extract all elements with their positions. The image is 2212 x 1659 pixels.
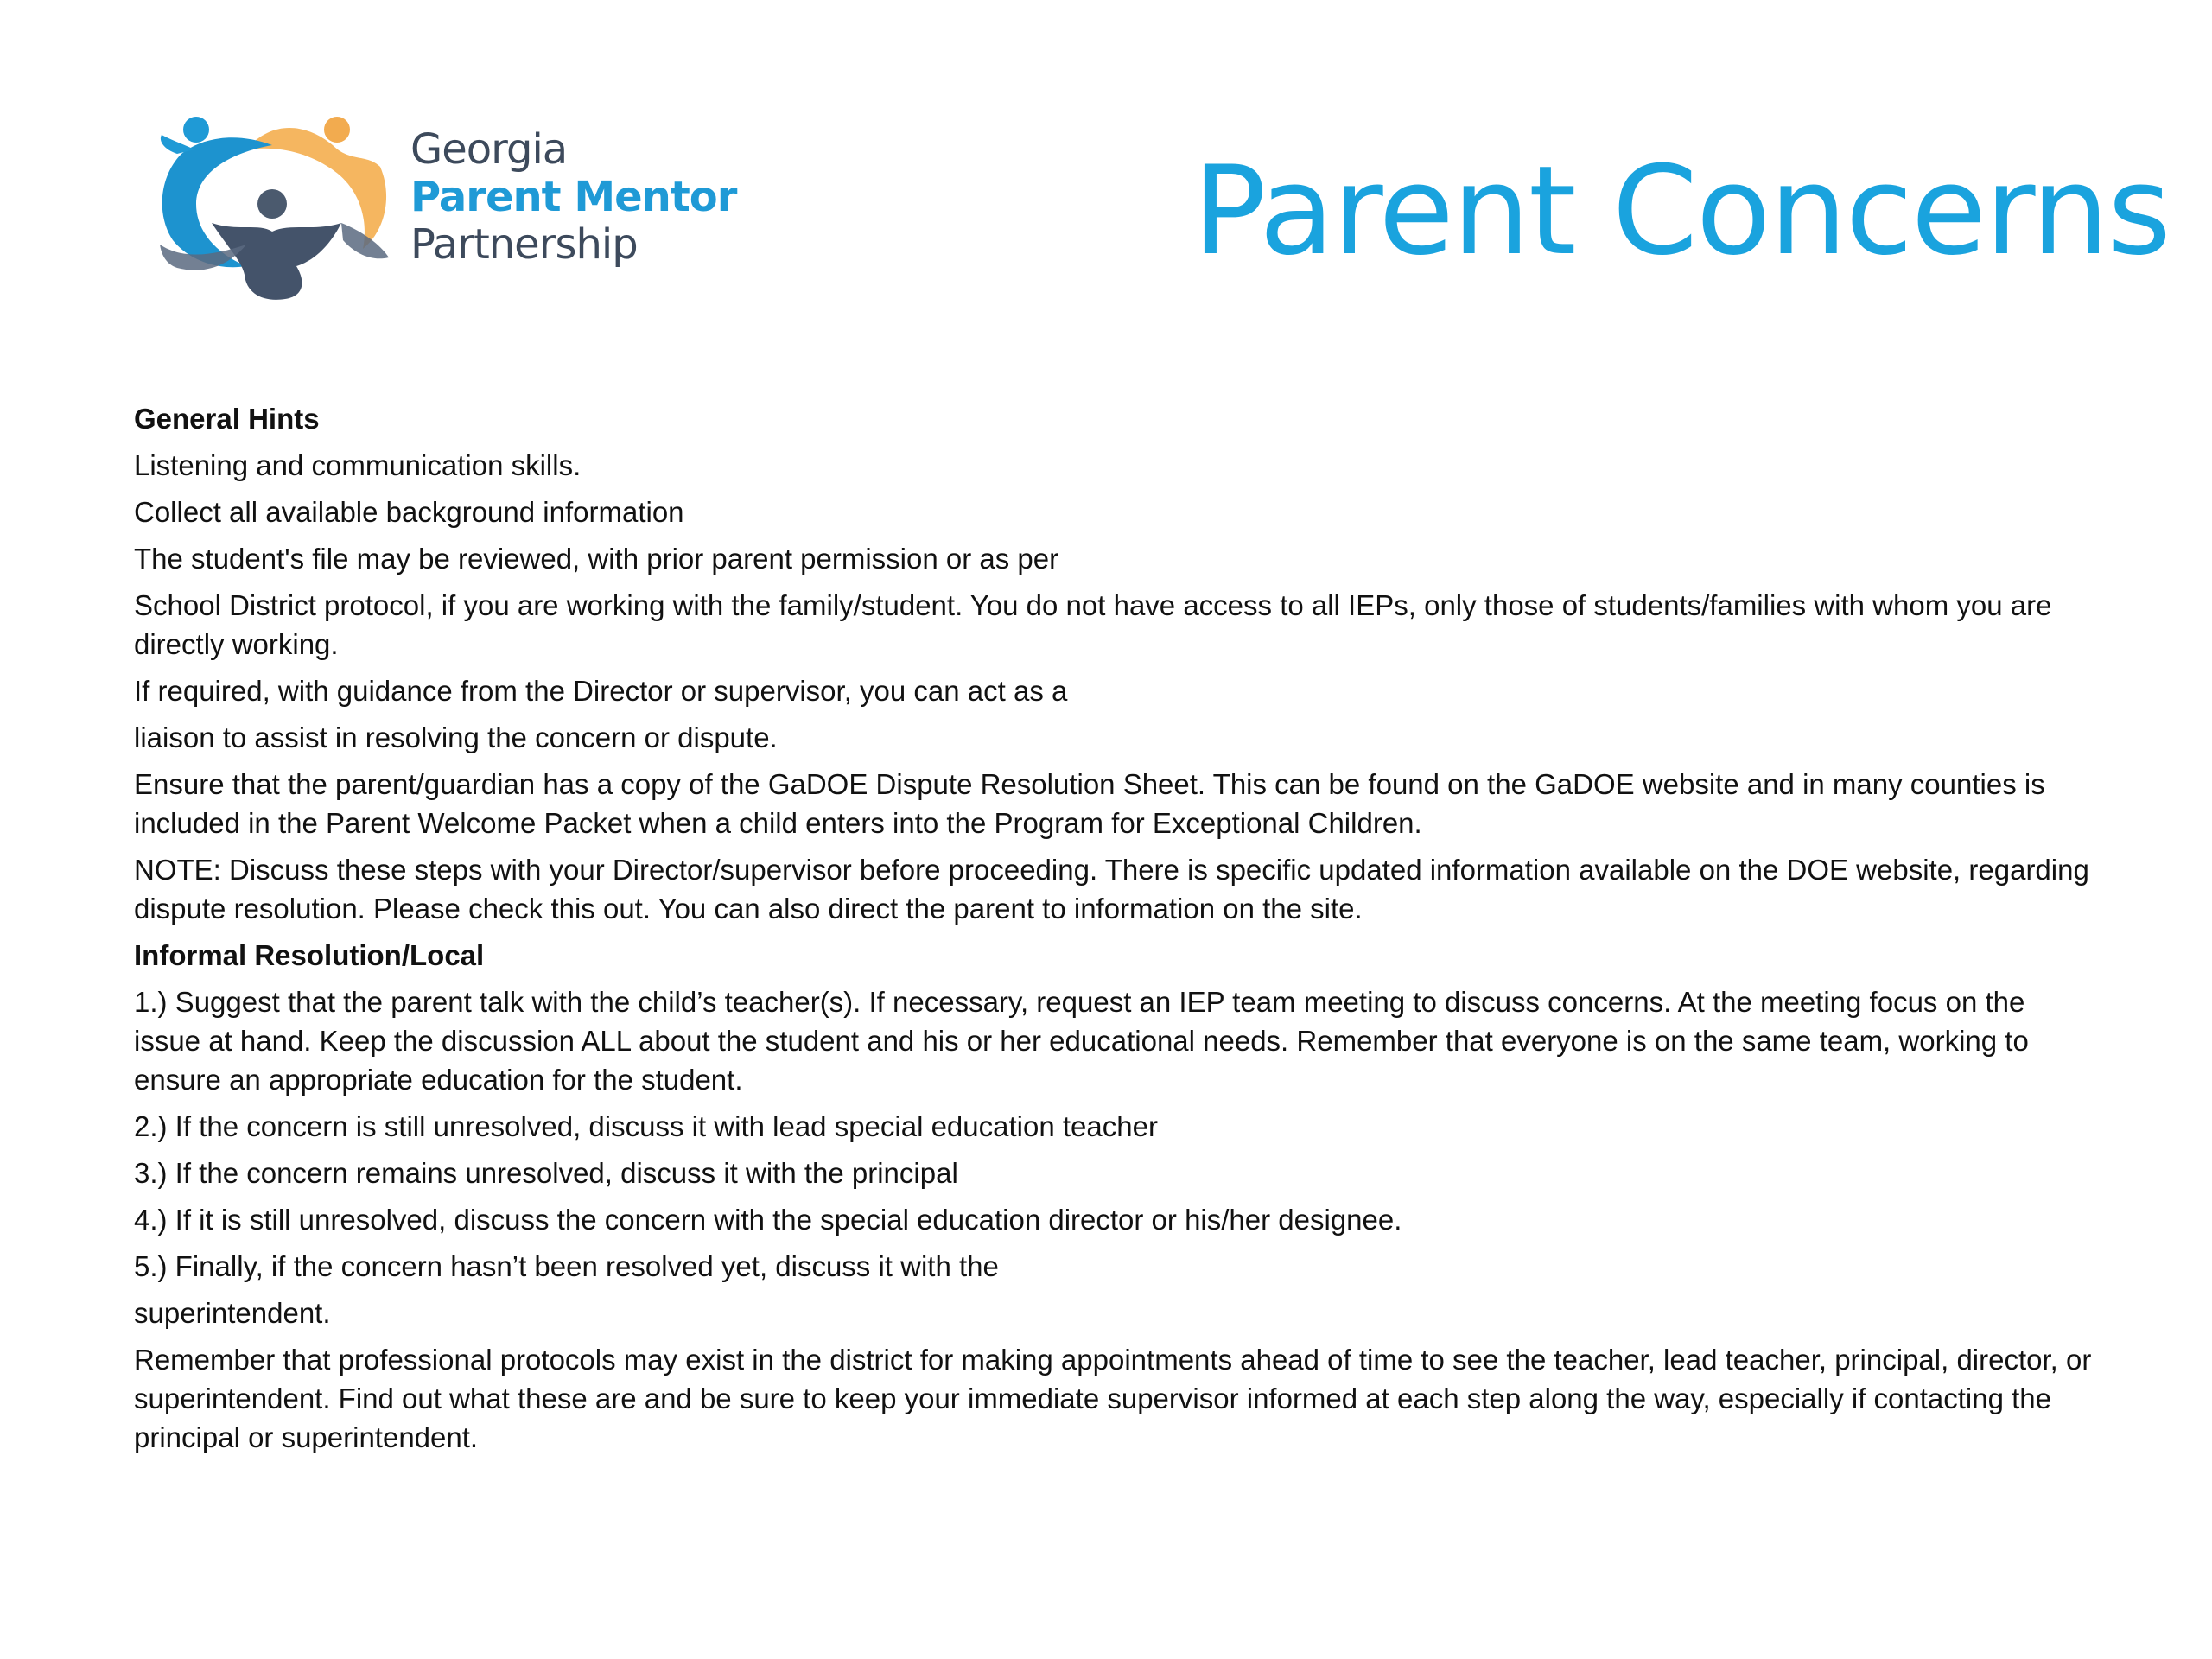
paragraph: Listening and communication skills. [134, 449, 582, 481]
people-circle-logo-icon [143, 102, 402, 305]
paragraph: liaison to assist in resolving the concern or dispute. [134, 721, 778, 753]
paragraph: Collect all available background information [134, 496, 684, 528]
note-paragraph: NOTE: Discuss these steps with your Director/supervisor before proceeding. There is specific updated information available on the DOE website, regarding dispute resolution. Please check this out. You can also direct the parent to information on the site. [134, 854, 2089, 925]
logo-line-georgia: Georgia [410, 125, 568, 174]
logo-line-parent-mentor: Parent Mentor [410, 173, 737, 221]
step-item-continuation: superintendent. [134, 1297, 331, 1329]
section-heading-general-hints: General Hints [134, 403, 320, 435]
section-heading-informal-resolution: Informal Resolution/Local [134, 939, 485, 971]
logo-wordmark [410, 126, 736, 269]
step-item: 2.) If the concern is still unresolved, discuss it with lead special education teacher [134, 1110, 1158, 1142]
paragraph: Ensure that the parent/guardian has a copy of the GaDOE Dispute Resolution Sheet. This can be found on the GaDOE website and in many counties is included in the Parent Welcome Packet when a child enters into the Program for Exceptional Children. [134, 768, 2045, 839]
step-item: 5.) Finally, if the concern hasn’t been resolved yet, discuss it with the [134, 1250, 999, 1282]
paragraph: If required, with guidance from the Director or supervisor, you can act as a [134, 675, 1068, 707]
page-title: Parent Concerns [1192, 140, 2171, 283]
step-item: 1.) Suggest that the parent talk with the child’s teacher(s). If necessary, request an IEP team meeting to discuss concerns. At the meeting focus on the issue at hand. Keep the discussion ALL about the student and his or her educational needs. Remember that everyone is on the same team, working to ensure an appropriate education for the student. [134, 986, 2029, 1096]
georgia-parent-mentor-logo [143, 102, 737, 305]
paragraph: School District protocol, if you are working with the family/student. You do not have access to all IEPs, only those of students/families with whom you are directly working. [134, 589, 2052, 660]
document-body [134, 399, 2095, 1465]
paragraph: The student's file may be reviewed, with prior parent permission or as per [134, 543, 1059, 575]
closing-paragraph: Remember that professional protocols may exist in the district for making appointments ahead of time to see the teacher, lead teacher, principal, director, or superintendent. Find out what these are and be sure to keep your immediate supervisor informed at each step along the way, especially if contacting the principal or superintendent. [134, 1344, 2092, 1453]
step-item: 3.) If the concern remains unresolved, discuss it with the principal [134, 1157, 958, 1189]
step-item: 4.) If it is still unresolved, discuss the concern with the special education director or his/her designee. [134, 1204, 1402, 1236]
logo-line-partnership: Partnership [410, 220, 638, 269]
